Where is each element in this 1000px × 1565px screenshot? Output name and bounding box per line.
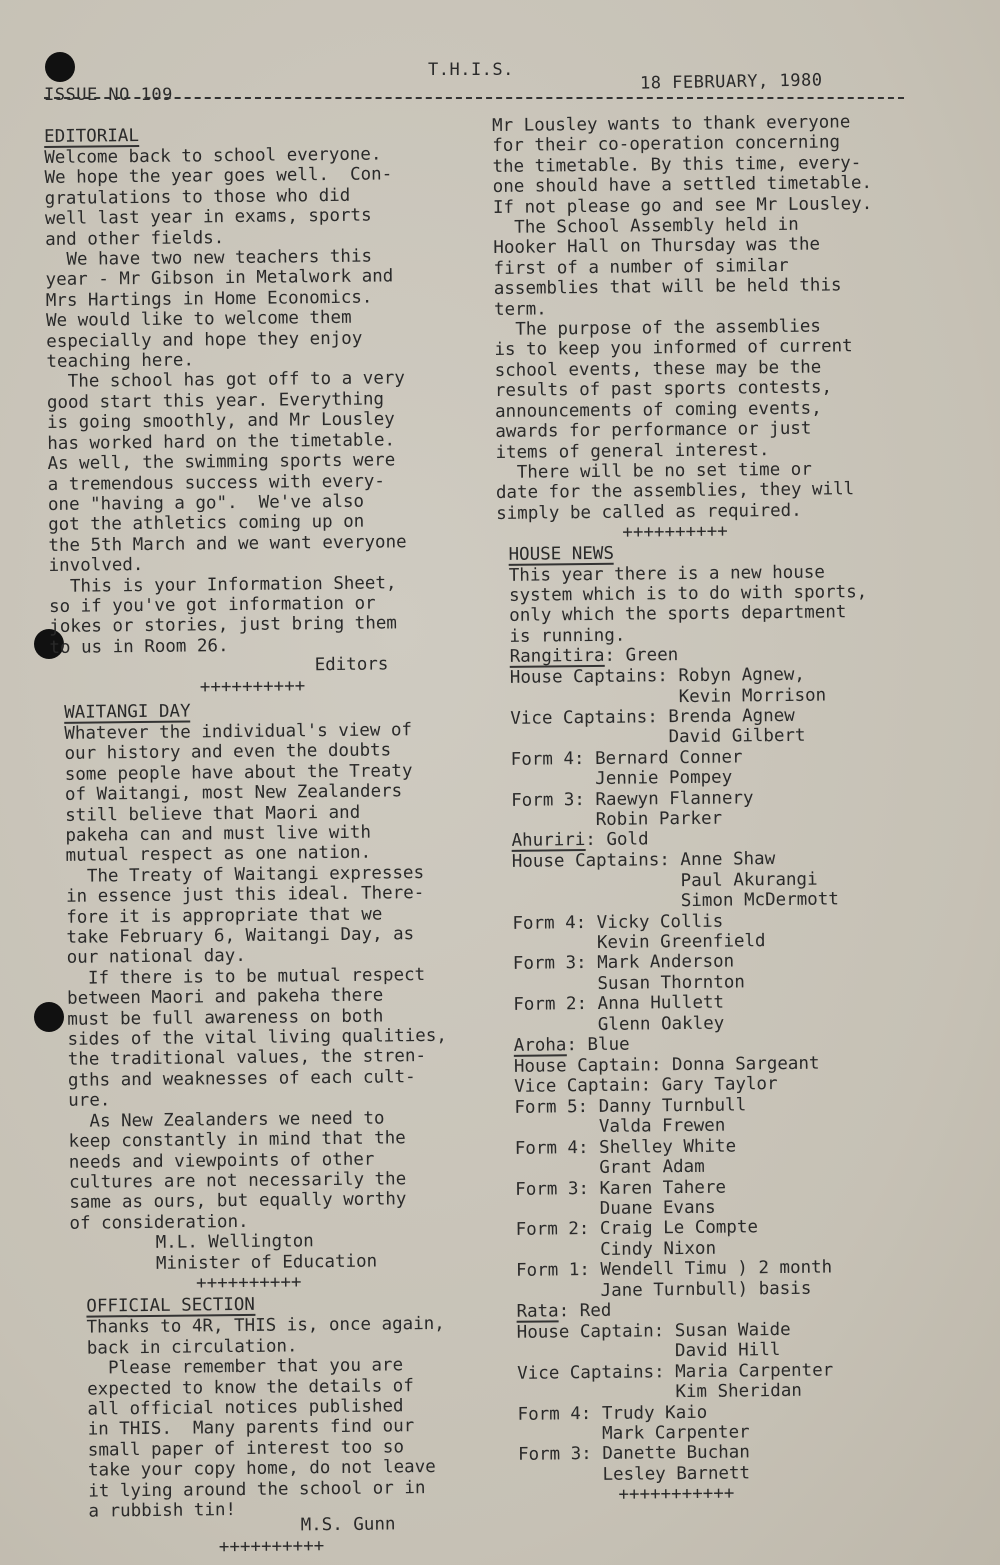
house-colour: : Gold (585, 829, 649, 851)
section-separator: ++++++++++ (199, 675, 306, 697)
text-line: in THIS. Many parents find our (87, 1416, 415, 1440)
official-heading: OFFICIAL SECTION (86, 1295, 256, 1317)
member-name: Anna Hullett (597, 992, 725, 1015)
role-label: Vice Captain: (514, 1075, 662, 1098)
text-line: cultures are not necessarily the (68, 1169, 407, 1193)
member-name: Kevin Morrison (678, 685, 827, 707)
text-line: teaching here. (46, 350, 195, 373)
text-line: Please remember that you are (86, 1355, 404, 1379)
text-line: The purpose of the assemblies (494, 316, 821, 341)
member-name: Paul Akurangi (680, 869, 818, 891)
member-name: Jane Turnbull) basis (600, 1278, 812, 1301)
text-line: Mr Lousley wants to thank everyone (492, 112, 851, 136)
text-line: Whatever the individual's view of (64, 720, 413, 744)
member-name: Anne Shaw (680, 849, 776, 871)
assembly-notice (492, 111, 966, 524)
text-line: pakeha can and must live with (65, 822, 372, 846)
text-line: The school has got off to a very (46, 368, 405, 393)
member-name: Robyn Agnew, (678, 664, 805, 687)
text-line: We hope the year goes well. Con- (44, 164, 393, 189)
role-label: Form 2: (515, 1219, 601, 1241)
role-label: Form 4: (512, 912, 597, 934)
text-line: keep constantly in mind that the (68, 1128, 406, 1152)
text-line: As New Zealanders we need to (68, 1108, 385, 1132)
text-line: We have two new teachers this (45, 246, 373, 271)
member-name: Simon McDermott (680, 889, 839, 912)
text-line: so if you've got information or (48, 593, 376, 617)
editorial-body (44, 143, 499, 658)
member-name: Lesley Barnett (602, 1463, 751, 1485)
member-name: David Hill (674, 1340, 781, 1362)
role-label: Form 2: (513, 994, 598, 1016)
text-line: fore it is appropriate that we (66, 904, 383, 928)
member-name: Donna Sargeant (671, 1053, 820, 1076)
role-label: Form 3: (511, 789, 596, 811)
waitangi-signature-name: M.L. Wellington (155, 1231, 314, 1254)
role-label: House Captains: (509, 666, 679, 688)
right-column (492, 111, 977, 1506)
editorial-signature: Editors (314, 654, 389, 676)
text-line: back in circulation. (86, 1336, 298, 1359)
house-name: Rata (516, 1301, 559, 1322)
role-label: Form 4: (517, 1403, 602, 1425)
text-line: needs and viewpoints of other (68, 1149, 375, 1173)
house-name: Ahuriri (511, 830, 586, 852)
member-name: Vicky Collis (596, 911, 724, 933)
text-line: well last year in exams, sports (44, 205, 372, 230)
official-signature: M.S. Gunn (300, 1514, 396, 1536)
text-line: a tremendous success with every- (47, 470, 385, 495)
house-list (510, 642, 977, 1486)
member-name: Cindy Nixon (600, 1238, 717, 1260)
text-line: simply be called as required. (496, 500, 802, 524)
text-line: Welcome back to school everyone. (44, 144, 382, 168)
member-name: Kevin Greenfield (596, 931, 766, 953)
text-line: involved. (48, 555, 144, 577)
text-line: Hooker Hall on Thursday was the (493, 235, 821, 259)
house-colour: : Green (604, 645, 679, 667)
text-line: take February 6, Waitangi Day, as (66, 924, 415, 948)
role-label: Vice Captains: (517, 1361, 676, 1384)
text-line: gths and weaknesses of each cult- (67, 1067, 416, 1091)
section-separator: ++++++++++ (218, 1535, 325, 1558)
member-name: Glenn Oakley (597, 1013, 725, 1035)
editorial-heading: EDITORIAL (44, 126, 140, 147)
text-line: of consideration. (69, 1211, 249, 1234)
member-name: Brenda Agnew (668, 705, 795, 728)
text-line: awards for performance or just (495, 418, 812, 443)
house-name: Aroha (513, 1035, 567, 1056)
text-line: the traditional values, the stren- (67, 1046, 427, 1071)
text-line: If not please go and see Mr Lousley. (492, 193, 873, 218)
role-label: Form 4: (514, 1137, 600, 1159)
text-line: only which the sports department (509, 602, 847, 627)
issue-number: ISSUE NO 109 (44, 85, 173, 105)
text-line: for their co-operation concerning (492, 132, 841, 157)
text-line: one "having a go". We've also (47, 491, 365, 515)
text-line: one should have a settled timetable. (492, 173, 873, 198)
text-line: and other fields. (45, 227, 225, 250)
member-name: Trudy Kaio (601, 1402, 708, 1424)
member-name: Grant Adam (599, 1156, 705, 1179)
role-label: Form 4: (510, 748, 596, 770)
text-line: date for the assemblies, they will (495, 479, 855, 504)
house-news-heading: HOUSE NEWS (508, 543, 615, 565)
text-line: a rubbish tin! (88, 1500, 237, 1522)
text-line: If there is to be mutual respect (66, 964, 426, 989)
member-name: Danette Buchan (602, 1442, 750, 1465)
member-name: Susan Waide (674, 1319, 791, 1342)
text-line: to us in Room 26. (49, 635, 229, 658)
text-line: our history and even the doubts (64, 740, 392, 765)
text-line: Thanks to 4R, THIS is, once again, (86, 1314, 445, 1338)
official-body (86, 1314, 508, 1522)
member-name: Gary Taylor (661, 1074, 778, 1096)
member-name: Susan Thornton (597, 972, 746, 994)
text-line: same as ours, but equally worthy (69, 1189, 407, 1214)
text-line: good start this year. Everything (46, 389, 385, 413)
section-separator: +++++++++++ (618, 1483, 735, 1505)
waitangi-signature-title: Minister of Education (155, 1251, 378, 1274)
role-label: House Captain: (513, 1055, 673, 1077)
role-label: Form 5: (514, 1096, 599, 1118)
text-line: items of general interest. (495, 439, 770, 463)
text-line: We would like to welcome them (45, 308, 352, 332)
member-name: Wendell Timu ) 2 month (600, 1257, 833, 1281)
waitangi-body (64, 719, 505, 1234)
member-name: Jennie Pompey (595, 767, 733, 790)
text-line: As well, the swimming sports were (47, 450, 396, 475)
text-line: must be full awareness on both (67, 1006, 384, 1030)
member-name: Duane Evans (599, 1197, 716, 1219)
role-label: Form 1: (515, 1260, 601, 1281)
left-column (44, 122, 509, 1559)
text-line: This is your Information Sheet, (48, 572, 397, 597)
text-line: year - Mr Gibson in Metalwork and (45, 266, 394, 291)
text-line: There will be no set time or (495, 459, 812, 483)
role-label: House Captain: (516, 1321, 675, 1343)
text-line: has worked hard on the timetable. (47, 430, 396, 454)
house-colour: : Red (558, 1300, 612, 1322)
member-name: Maria Carpenter (675, 1360, 834, 1382)
text-line: take your copy home, do not leave (87, 1457, 436, 1481)
member-name: Craig Le Compte (599, 1217, 759, 1240)
text-line: it lying around the school or in (88, 1477, 426, 1502)
text-line: of Waitangi, most New Zealanders (64, 781, 403, 806)
house-colour: : Blue (566, 1034, 630, 1056)
role-label: Form 3: (512, 953, 598, 975)
text-line: This year there is a new house (508, 562, 825, 586)
text-line: The School Assembly held in (493, 214, 799, 239)
member-name: Bernard Conner (594, 747, 743, 769)
text-line: especially and hope they enjoy (46, 328, 363, 352)
text-line: is going smoothly, and Mr Lousley (46, 409, 395, 434)
house-news-section (496, 540, 976, 1507)
section-separator: ++++++++++ (196, 1272, 302, 1294)
text-line: first of a number of similar (493, 255, 789, 279)
text-line: got the athletics coming up on (48, 511, 365, 536)
waitangi-heading: WAITANGI DAY (64, 701, 191, 723)
text-line: Mrs Hartings in Home Economics. (45, 287, 373, 311)
member-name: Karen Tahere (599, 1177, 727, 1199)
text-line: ure. (68, 1090, 111, 1112)
text-line: jokes or stories, just bring them (49, 613, 398, 638)
text-line: system which is to do with sports, (508, 582, 868, 606)
text-line: some people have about the Treaty (64, 760, 413, 785)
punch-hole (45, 52, 75, 82)
role-label: Form 3: (515, 1178, 600, 1200)
text-line: gratulations to those who did (44, 185, 351, 209)
text-line: expected to know the details of (87, 1375, 414, 1400)
text-line: sides of the vital living qualities, (67, 1025, 447, 1050)
member-name: Mark Carpenter (601, 1422, 750, 1444)
text-line: announcements of coming events, (494, 398, 822, 422)
official-section (56, 1293, 509, 1560)
text-line: the timetable. By this time, every- (492, 152, 862, 177)
member-name: Danny Turnbull (598, 1095, 747, 1117)
role-label: Form 3: (517, 1444, 603, 1466)
text-line: mutual respect as one nation. (65, 843, 372, 867)
member-name: Raewyn Flannery (595, 787, 754, 810)
editorial-section (44, 122, 500, 699)
text-line: school events, these may be the (494, 357, 822, 381)
section-separator: ++++++++++ (622, 521, 728, 543)
role-label: Vice Captains: (510, 707, 669, 729)
text-line: between Maori and pakeha there (67, 985, 384, 1010)
member-name: Robin Parker (595, 808, 723, 830)
member-name: Kim Sheridan (675, 1380, 802, 1403)
waitangi-section (50, 698, 506, 1295)
text-line: is running. (509, 625, 626, 647)
member-name: David Gilbert (668, 726, 806, 748)
newsletter-title: T.H.I.S. (428, 60, 514, 80)
text-line: is to keep you informed of current (494, 336, 853, 361)
text-line: assemblies that will be held this (493, 275, 842, 300)
text-line: results of past sports contests, (494, 377, 833, 402)
house-name: Rangitira (509, 646, 605, 668)
issue-date: 18 FEBRUARY, 1980 (639, 70, 823, 94)
text-line: the 5th March and we want everyone (48, 531, 407, 556)
text-line: still believe that Maori and (65, 802, 361, 826)
text-line: all official notices published (87, 1396, 404, 1420)
member-name: Shelley White (599, 1136, 737, 1158)
member-name: Valda Frewen (598, 1115, 726, 1138)
text-line: our national day. (66, 946, 246, 969)
text-line: The Treaty of Waitangi expresses (65, 862, 425, 887)
role-label: House Captains: (511, 850, 681, 873)
text-line: term. (493, 299, 547, 320)
member-name: Mark Anderson (597, 951, 735, 974)
house-news-intro (509, 561, 968, 647)
header-rule (44, 97, 904, 99)
text-line: small paper of interest too so (87, 1437, 405, 1461)
text-line: in essence just this ideal. There- (65, 883, 425, 908)
